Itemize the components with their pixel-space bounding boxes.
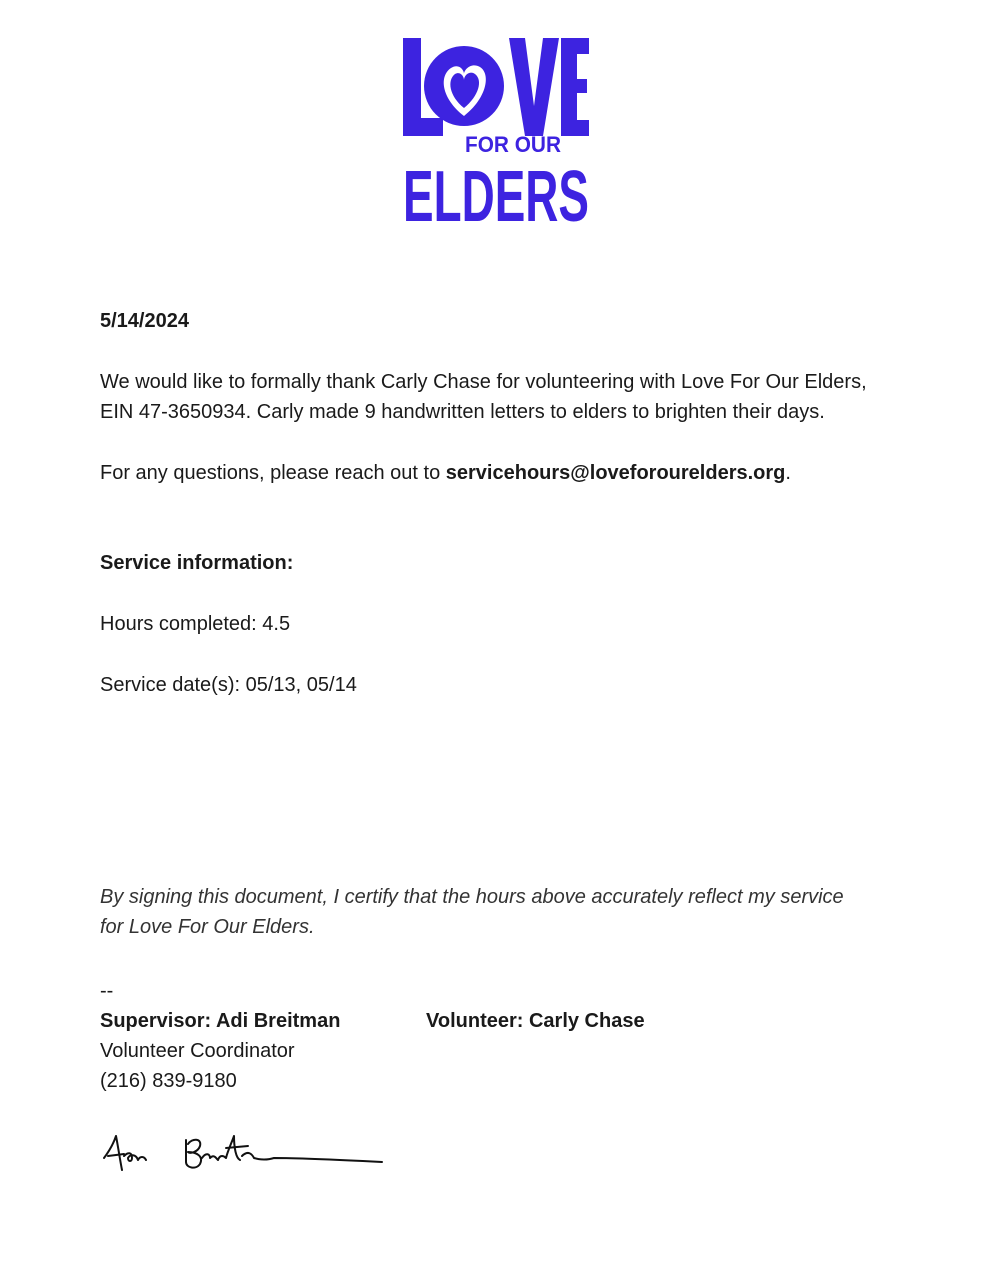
organization-logo [401,36,591,237]
contact-suffix: . [785,462,791,484]
letter-date: 5/14/2024 [100,310,189,332]
svg-text:FOR OUR: FOR OUR [465,132,562,157]
svg-text:ELDERS: ELDERS [403,157,589,237]
supervisor-name: Supervisor: Adi Breitman [100,1010,341,1032]
separator: -- [100,980,114,1002]
contact-paragraph [100,458,880,488]
letter-body [100,306,880,1092]
contact-email: servicehours@loveforourelders.org [445,462,786,484]
supervisor-phone: (216) 839-9180 [100,1070,237,1092]
hours-completed: Hours completed: 4.5 [100,613,291,635]
volunteer-block [426,1006,645,1036]
volunteer-name: Volunteer: Carly Chase [426,1010,645,1032]
supervisor-title: Volunteer Coordinator [100,1040,295,1062]
contact-prefix: For any questions, please reach out to [100,462,446,484]
service-dates: Service date(s): 05/13, 05/14 [100,674,357,696]
service-heading: Service information: [100,552,294,574]
handwritten-signature [102,1128,387,1178]
supervisor-block [100,1006,340,1096]
thank-you-paragraph: We would like to formally thank Carly Chase for volunteering with Love For Our Elders, EIN 47-3650934. Carly made 9 handwritten letters to elders to brighten their days. [100,371,867,423]
certification-statement: By signing this document, I certify that the hours above accurately reflect my service for Love For Our Elders. [100,886,844,938]
